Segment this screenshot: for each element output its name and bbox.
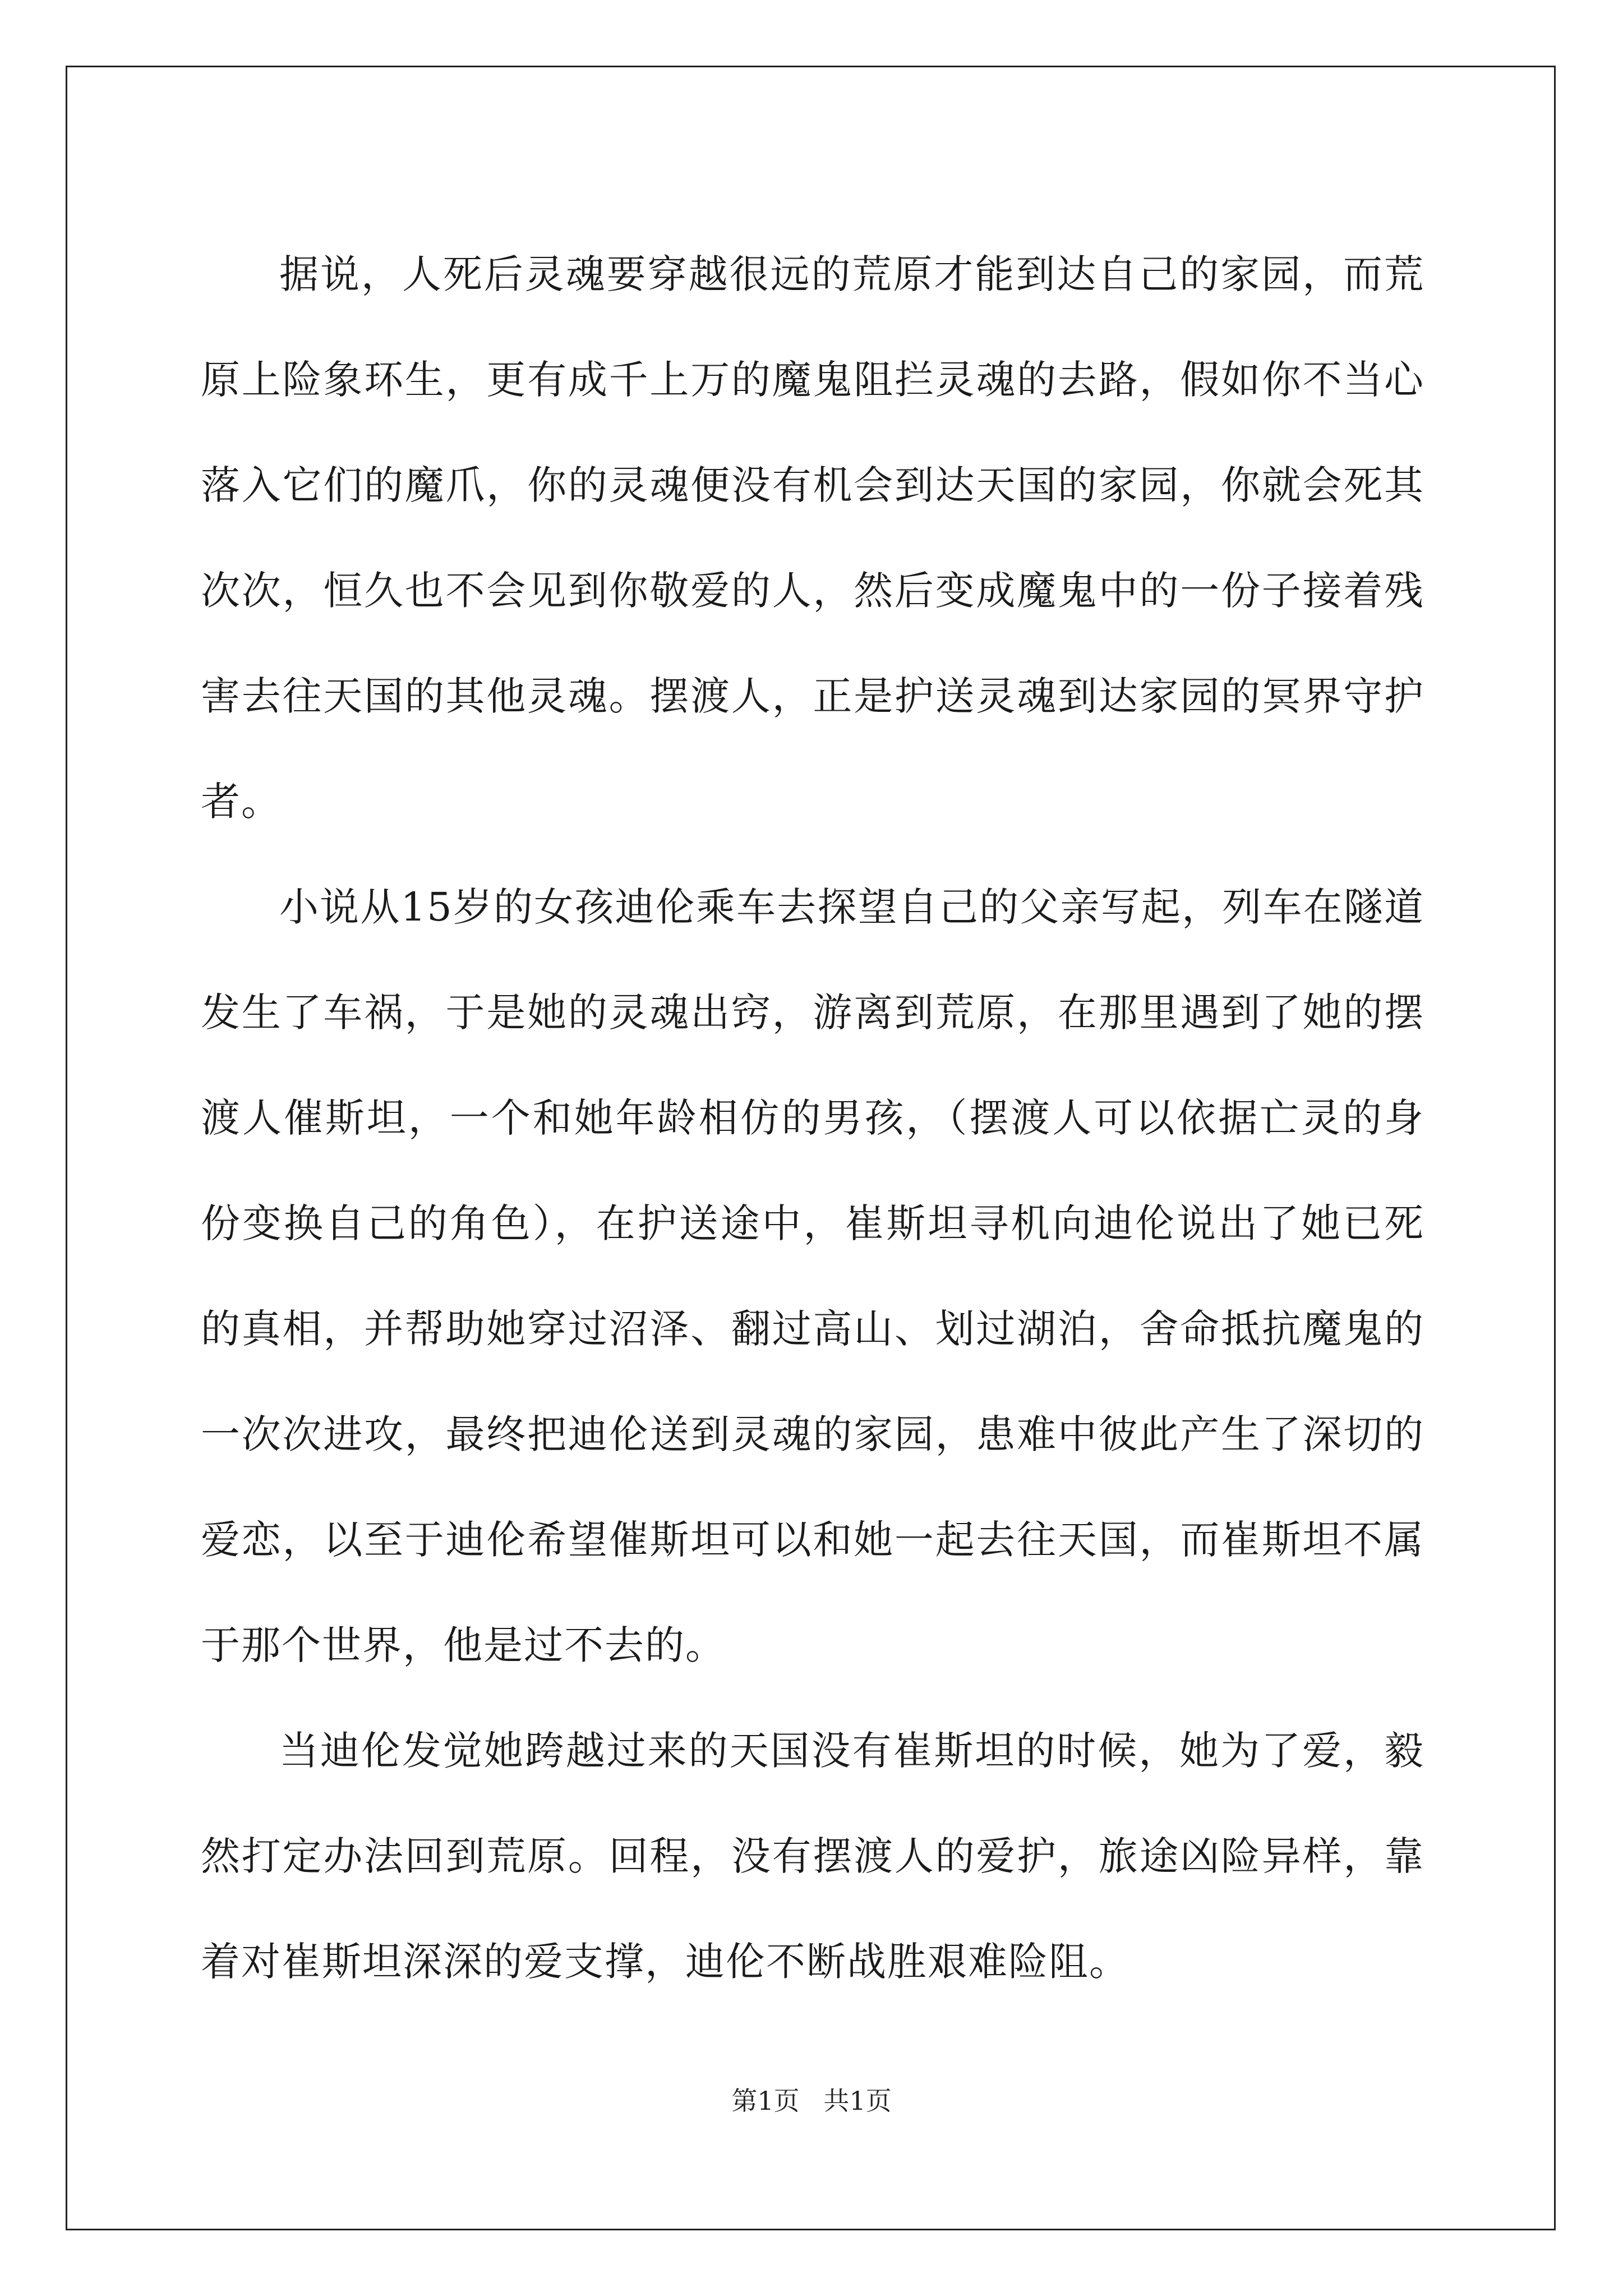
page-number-total: 共1页 bbox=[823, 2086, 892, 2116]
paragraph-3: 当迪伦发觉她跨越过来的天国没有崔斯坦的时候，她为了爱，毅然打定办法回到荒原。回程，没有摆渡人的爱护，旅途凶险异样，靠着对崔斯坦深深的爱支撑，迪伦不断战胜艰难险阻。 bbox=[201, 1728, 1424, 1985]
page-number-current: 第1页 bbox=[731, 2086, 800, 2116]
document-body bbox=[201, 222, 1424, 2014]
paragraph-1: 据说，人死后灵魂要穿越很远的荒原才能到达自己的家园，而荒原上险象环生，更有成千上万的魔鬼阻拦灵魂的去路，假如你不当心落入它们的魔爪，你的灵魂便没有机会到达天国的家园，你就会死其次次，恒久也不会见到你敬爱的人，然后变成魔鬼中的一份子接着残害去往天国的其他灵魂。摆渡人，正是护送灵魂到达家园的冥界守护者。 bbox=[201, 251, 1424, 825]
paragraph-2: 小说从15岁的女孩迪伦乘车去探望自己的父亲写起，列车在隧道发生了车祸，于是她的灵魂出窍，游离到荒原，在那里遇到了她的摆渡人催斯坦，一个和她年龄相仿的男孩，（摆渡人可以依据亡灵的身份变换自己的角色），在护送途中，崔斯坦寻机向迪伦说出了她已死的真相，并帮助她穿过沼泽、翻过高山、划过湖泊，舍命抵抗魔鬼的一次次进攻，最终把迪伦送到灵魂的家园，患难中彼此产生了深切的爱恋，以至于迪伦希望催斯坦可以和她一起去往天国，而崔斯坦不属于那个世界，他是过不去的。 bbox=[201, 884, 1424, 1668]
page-footer bbox=[0, 2084, 1623, 2118]
